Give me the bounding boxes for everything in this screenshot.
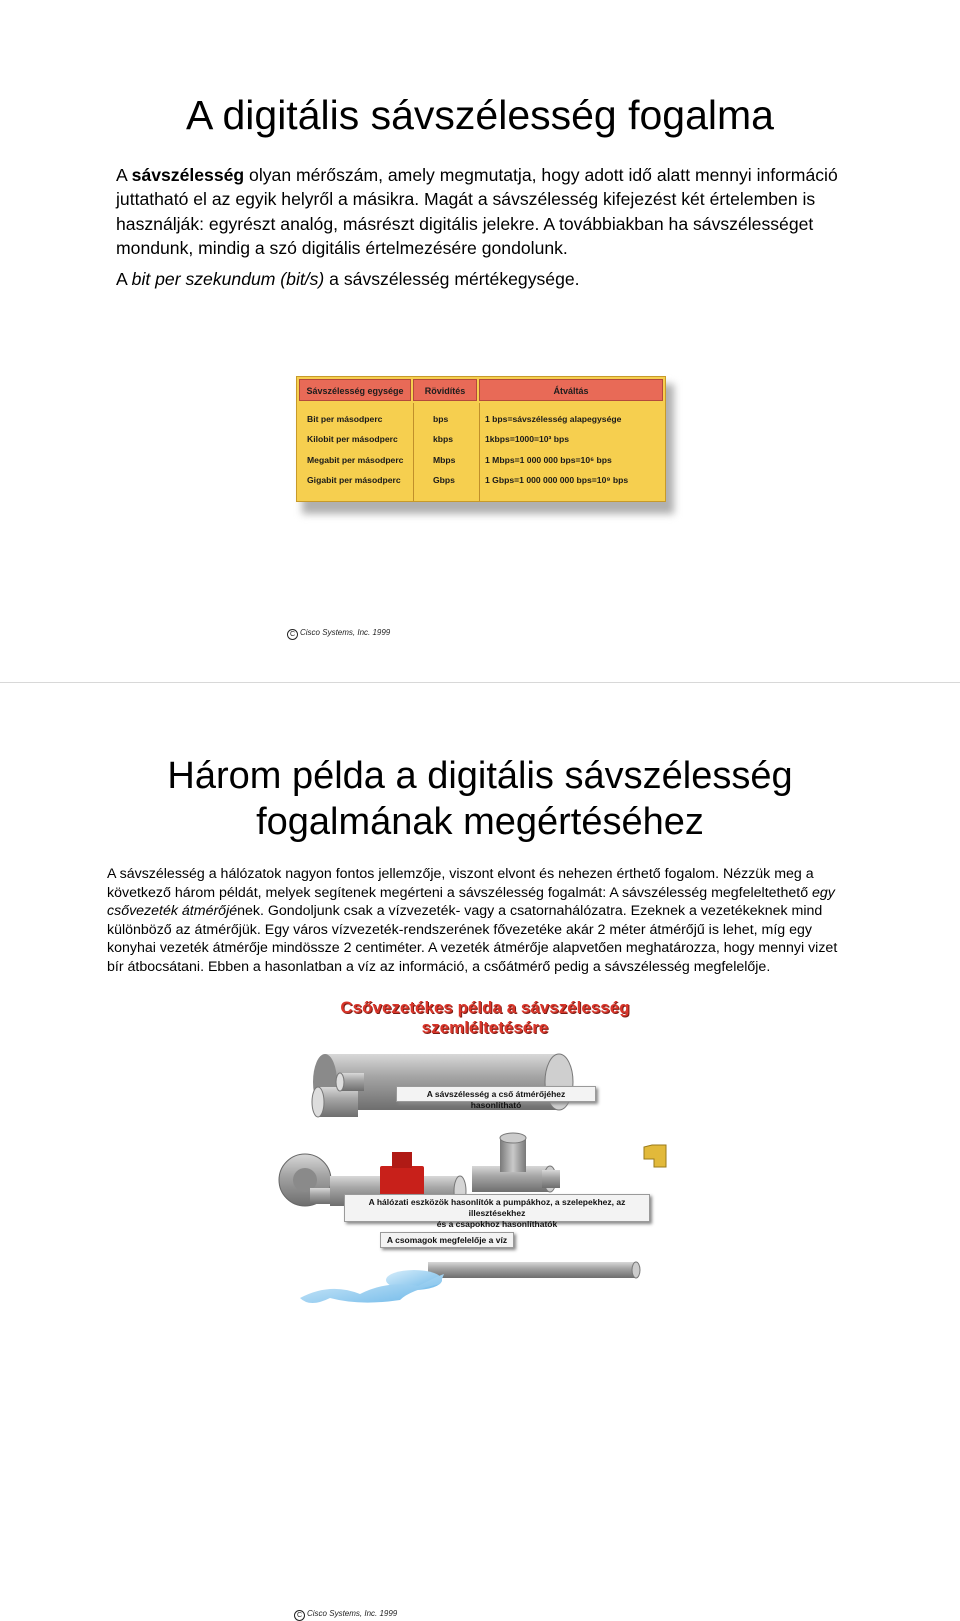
copyright-icon: C — [294, 1610, 305, 1621]
header-conversion: Átváltás — [479, 379, 663, 401]
text-rest: a sávszélesség mértékegysége. — [324, 268, 580, 289]
copyright-notice — [294, 1609, 397, 1621]
body-text: A sávszélesség a hálózatok nagyon fontos jellemzője, viszont elvont és nehezen érthető fogalom. Nézzük meg a következő három példát, melyek segítenek megérteni a sávszélesség fogalmát: A sávszélesség megfeleltethető — [107, 866, 814, 901]
copyright-text: Cisco Systems, Inc. 1999 — [307, 1609, 398, 1618]
slide-body — [116, 163, 856, 291]
cell-abbrev: Gbps — [433, 475, 455, 485]
cell-abbrev: kbps — [433, 434, 454, 444]
figure-label-devices — [344, 1194, 650, 1229]
cell-conversion: 1 Gbps=1 000 000 000 bps=10⁹ bps — [485, 475, 629, 485]
pipe-illustration — [260, 998, 710, 1328]
figure-title-line-2: szemléltetésére — [421, 1018, 549, 1037]
table-row — [297, 430, 667, 450]
table-row — [297, 451, 667, 471]
cell-abbrev: bps — [433, 414, 449, 424]
title-line-2: fogalmának megértéséhez — [256, 801, 704, 843]
body-emphasis: egy csővezeték átmérőjé — [107, 884, 835, 920]
cell-conversion: 1 bps=sávszélesség alapegysége — [485, 414, 622, 424]
figure-label-pipe-diameter: A sávszélesség a cső átmérőjéhez hasonlítható — [396, 1086, 596, 1102]
term-bandwidth: sávszélesség — [131, 165, 245, 185]
header-unit: Sávszélesség egysége — [299, 379, 411, 401]
table-row — [297, 471, 667, 491]
paragraph-unit — [116, 267, 856, 291]
cell-unit: Kilobit per másodperc — [307, 434, 398, 444]
table-row — [297, 410, 667, 430]
slide-1 — [0, 0, 960, 683]
text-intro: A — [116, 165, 132, 185]
figure-title-line-1: Csővezetékes példa a sávszélesség — [340, 998, 630, 1017]
paragraph-definition — [116, 163, 856, 261]
cell-unit: Megabit per másodperc — [307, 455, 404, 465]
header-abbrev: Rövidítés — [413, 379, 477, 401]
text-intro: A — [116, 268, 132, 289]
figure-label-packets: A csomagok megfelelője a víz — [380, 1232, 514, 1248]
cell-conversion: 1kbps=1000=10³ bps — [485, 434, 570, 444]
copyright-icon: C — [287, 629, 298, 640]
cell-unit: Gigabit per másodperc — [307, 475, 401, 485]
cell-abbrev: Mbps — [433, 455, 456, 465]
slide-body — [107, 865, 847, 977]
cell-unit: Bit per másodperc — [307, 414, 383, 424]
label-line-1: A hálózati eszközök hasonlítók a pumpákhoz, a szelepekhez, az illesztésekhez — [368, 1197, 626, 1218]
text-rest: olyan mérőszám, amely megmutatja, hogy adott idő alatt mennyi információ juttatható el az egyik helyről a másikra. Magát a sávszélesség kifejezést két értelemben is használják: egyrészt analóg, másrészt digitális jelekre. A továbbiakban ha sávszélességet mondunk, mindig a szó digitális értelmezésére gondolunk. — [116, 165, 838, 259]
slide-title: A digitális sávszélesség fogalma — [186, 92, 774, 138]
body-text: nek. Gondoljunk csak a vízvezeték- vagy a csatornahálózatra. Ezeknek a vezetékeknek mind különböző az átmérőjük. Egy város vízvezeték-rendszerének fővezetéke akár 2 méter átmérőjű is lehet, míg egy konyhai vezeték átmérője mindössze 2 centiméter. A vezeték átmérője alapvetően meghatározza, hogy mennyi vizet bír átbocsátani. Ebben a hasonlatban a víz az információ, a csőátmérő pedig a sávszélesség megfelelője. — [107, 903, 838, 975]
cell-conversion: 1 Mbps=1 000 000 bps=10⁶ bps — [485, 455, 612, 465]
term-bitps: bit per szekundum (bit/s) — [131, 268, 325, 289]
water-pipe — [300, 1262, 640, 1303]
copyright-notice — [287, 628, 390, 640]
bandwidth-units-table — [296, 376, 672, 508]
slide-separator — [0, 682, 960, 683]
copyright-text: Cisco Systems, Inc. 1999 — [300, 628, 391, 637]
label-line-2: és a csapokhoz hasonlíthatók — [436, 1219, 558, 1229]
title-line-1: Három példa a digitális sávszélesség — [167, 755, 793, 797]
table-header — [299, 379, 663, 401]
slide-2 — [0, 684, 960, 1619]
table-panel — [296, 376, 666, 502]
pipe-drawing — [260, 998, 710, 1328]
slide-title — [0, 753, 960, 845]
